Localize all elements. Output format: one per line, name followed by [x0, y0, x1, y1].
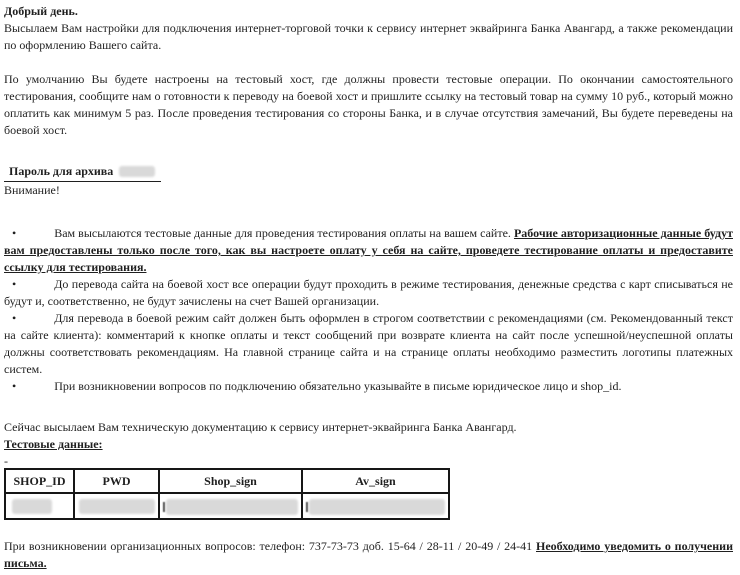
attention-line: Внимание! — [4, 183, 60, 197]
archive-password-line — [4, 163, 733, 182]
bullet-icon: • — [12, 379, 17, 393]
bullet-item-shop-id — [4, 378, 733, 395]
partial-character — [306, 502, 308, 512]
redacted-shop-sign-value — [166, 499, 298, 515]
footer-contact-line — [4, 538, 733, 572]
bullet-item-site-requirements — [4, 310, 733, 378]
cell-shop-id — [5, 493, 74, 519]
bullet-item-test-mode — [4, 276, 733, 310]
bullet-text: До перевода сайта на боевой хост все операции будут проходить в режиме тестирования, денежные средства с карт списываться не будут и, соответственно, не будут зачислены на счет Вашей организации. — [4, 277, 733, 308]
footer-emphasis-text: Необходимо уведомить о получении письма. — [4, 539, 733, 570]
bullet-icon: • — [12, 226, 17, 240]
column-header-shop-sign: Shop_sign — [159, 469, 302, 493]
cell-pwd — [74, 493, 159, 519]
intro-paragraph: Высылаем Вам настройки для подключения интернет-торговой точки к сервису интернет эквайринга Банка Авангард, а также рекомендации по оформлению Вашего сайта. — [4, 21, 733, 52]
test-data-heading: Тестовые данные: — [4, 437, 103, 451]
table-row — [5, 493, 449, 519]
bullet-text: При возникновении вопросов по подключению обязательно указывайте в письме юридическое лицо и shop_id. — [54, 379, 622, 393]
archive-password-label: Пароль для архива — [9, 164, 114, 178]
column-header-av-sign: Av_sign — [302, 469, 449, 493]
column-header-shop-id: SHOP_ID — [5, 469, 74, 493]
bullet-text: Вам высылаются тестовые данные для проведения тестирования оплаты на вашем сайте. — [54, 226, 514, 240]
column-header-pwd: PWD — [74, 469, 159, 493]
cell-av-sign — [302, 493, 449, 519]
table-header-row — [5, 469, 449, 493]
test-host-paragraph: По умолчанию Вы будете настроены на тестовый хост, где должны провести тестовые операции. По окончании самостоятельного тестирования, сообщите нам о готовности к переводу на боевой хост и пришлите ссылку на тестовый товар на сумму 10 руб., который можно оплатить как минимум 5 раз. После проведения тестирования со стороны Банка, и в случае отсутствия замечаний, Вы будете переведены на боевой хост. — [4, 72, 733, 137]
archive-password-label-wrap — [4, 163, 161, 182]
redacted-pwd-value — [79, 499, 155, 514]
bullet-item-test-data — [4, 225, 733, 276]
test-data-table — [4, 468, 450, 520]
redacted-shop-id-value — [12, 499, 52, 514]
bullet-icon: • — [12, 311, 17, 325]
bullet-emphasis-text: Рабочие авторизационные данные будут вам предоставлены только после того, как вы настроете оплату у себя на сайте, проведете тестирование оплаты и предоставите ссылку для тестирования. — [4, 226, 733, 274]
bullet-text: Для перевода в боевой режим сайт должен быть оформлен в строгом соответствии с рекомендациями (см. Рекомендованный текст на сайте клиента): комментарий к кнопке оплаты и текст сообщений при возврате клиента на сайт после успешной/неуспешной оплаты должны соответствовать рекомендациям. На главной странице сайта и на странице оплаты необходимо разместить логотипы платежных систем. — [4, 311, 733, 376]
cell-shop-sign — [159, 493, 302, 519]
redacted-av-sign-value — [309, 499, 445, 515]
dash-line: - — [4, 454, 8, 468]
greeting-line: Добрый день. — [4, 4, 78, 18]
redacted-archive-password — [119, 166, 155, 177]
bullet-icon: • — [12, 277, 17, 291]
documentation-paragraph: Сейчас высылаем Вам техническую документацию к сервису интернет-эквайринга Банка Авангард. — [4, 420, 517, 434]
footer-text: При возникновении организационных вопросов: телефон: 737-73-73 доб. 15-64 / 28-11 / 20-49 / 24-41 — [4, 539, 536, 553]
partial-character — [163, 502, 165, 512]
